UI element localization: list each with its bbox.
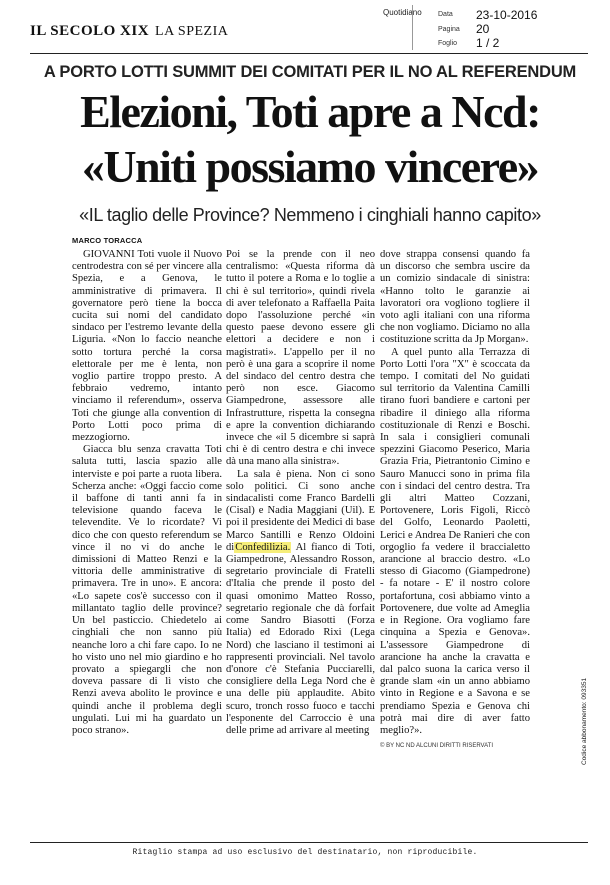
section-label: Quotidiano [383, 8, 422, 17]
masthead [30, 22, 230, 42]
paragraph [226, 469, 375, 737]
meta-box [412, 5, 589, 50]
edition-name: LA SPEZIA [155, 24, 229, 39]
paragraph: Giacca blu senza cravatta Toti saluta tutti, lascia spazio alle interviste e poi parte a ruota libera. Scherza anche: «Oggi faccio come il baffone di tanti anni fa in televisione quando faceva le televendite. Ve lo ricordate? Vi dico che con questo referendum se vince il no vi do anche le dimissioni di Matteo Renzi e la vittoria delle amministrative di primavera. Tre in uno». E ancora: «Lo sapete cos'è successo con il millantato taglio delle province? Un bel pasticcio. Chiedetelo ai cinghiali che non sanno più neanche loro a chi fare capo. Io ne ho visto uno nel mio giardino e ho provato a spiegargli che non doveva passare di lì visto che Renzi aveva abolito le province e quindi anche il problema degli ungulati. Lui mi ha guardato un poco strano». [72, 444, 222, 736]
article-column-1 [72, 249, 222, 737]
header-rule [30, 53, 588, 54]
headline-line-2: «Uniti possiamo vincere» [81, 141, 539, 192]
byline: MARCO TORACCA [72, 236, 143, 245]
article-column-3 [380, 249, 530, 752]
footer-notice: Ritaglio stampa ad uso esclusivo del destinatario, non riproducibile. [132, 848, 478, 857]
paragraph-text: Al fianco di Toti, Giampedrone, Alessandro Rosson, segretario provinciale di Fratelli d'Italia che prende il posto del quasi omonimo Matteo Rosso, segretario regionale che dà forfait come Sandro Biasotti (Forza Italia) ed Edorado Rixi (Lega Nord) che lasciano il testimoni ai rappresenti provinciali. Nel tavolo d'onore c'è Stefania Pucciarelli, consigliere della Lega Nord che è una delle più applaudite. Abito scuro, tronch rosso fuoco e tacchi l'esponente del Carroccio è una delle prime ad arrivare al meeting [226, 541, 375, 736]
paragraph: Poi se la prende con il neo centralismo: «Questa riforma dà tutto il potere a Roma e lo toglie a chi è sul territorio», quindi rivela di aver telefonato a Raffaella Paita dopo l'assoluzione perché «in questo paese devono essere gli elettori a decidere e non i magistrati». L'appello per il no però è una gara a scoprire il nome del sindaco del centro destra che però non esce. Giacomo Giampedrone, assessore alle Infrastrutture, rispetta la consegna e apre la convention dichiarando invece che «il 5 dicembre si saprà chi è di centro destra e chi invece dà una mano alla sinistra». [226, 249, 375, 468]
paragraph: GIOVANNI Toti vuole il Nuovo centrodestra con sé per vincere alla Spezia, e a Genova, le amministrative di primavera. Il governatore però tiene la bocca cucita sui nomi del candidato sindaco per l'estremo levante della Liguria. «Non lo faccio neanche sotto tortura perché la corsa elettorale per me è lenta, non voglio partire troppo presto. A febbraio vedremo, intanto vinciamo il referendum», osserva Toti che giunge alla convention di Porto Lotti poco prima di mezzogiorno. [72, 249, 222, 444]
subhead: «IL taglio delle Province? Nemmeno i cinghiali hanno capito» [79, 205, 541, 225]
headline-line-1: Elezioni, Toti apre a Ncd: [80, 86, 540, 137]
article-column-2 [226, 249, 375, 737]
sheet-value: 1 / 2 [476, 36, 500, 50]
subscription-code: Codice abbonamento: 093351 [581, 677, 588, 765]
page-value: 20 [476, 22, 490, 36]
highlighted-term: Confedilizia. [235, 541, 291, 553]
newspaper-logo: IL SECOLO XIX [30, 23, 150, 39]
sheet-label: Foglio [438, 40, 458, 47]
date-label: Data [438, 11, 453, 18]
paragraph: dove strappa consensi quando fa un discorso che sembra uscire da un comizio sindacale di sinistra: «Hanno tolto le garanzie ai lavoratori ora vogliono togliere il voto agli italiani con una riforma che non vogliamo. Diciamo no alla costituzione scritta da Jp Morgan». [380, 249, 530, 346]
date-value: 23-10-2016 [476, 8, 538, 22]
page-label: Pagina [438, 26, 460, 33]
rights-notice: © BY NC ND ALCUNI DIRITTI RISERVATI [380, 743, 493, 750]
kicker: A PORTO LOTTI SUMMIT DEI COMITATI PER IL NO AL REFERENDUM [43, 63, 577, 81]
footer-rule [30, 842, 588, 843]
paragraph: A quel punto alla Terrazza di Porto Lotti l'ora "X" è scoccata da tempo. I comitati del No guidati sul territorio da Valentina Camilli tirano fuori bandiere e cartoni per ribadire il diniego alla riforma costituzionale di Renzi e Boschi. In sala i consiglieri comunali spezzini Giacomo Peserico, Maria Grazia Fria, Pietrantonio Cimino e Sauro Manucci sono in prima fila con i sindaci del centro destra. Tra gli altri Matteo Cozzani, Portovenere, Loris Figoli, Riccò del Golfo, Leonardo Paoletti, Lerici e Andrea De Ranieri che con orgoglio fa vedere il braccialetto arancione al braccio destro. «Lo stesso di Giacomo (Giampedrone) - fa notare - E' il nostro colore portafortuna, così abbiamo vinto a Portovenere, due volte ad Ameglia e in Regione. Ora vogliamo fare cinquina a Spezia e Genova». L'assessore Giampedrone di arancione ha anche la cravatta e dal palco suona la carica verso il grande slam «in un anno abbiamo vinto in Regione e a Savona e se prendiamo Spezia e Genova chi potrà mai dire di aver fatto meglio?». [380, 346, 531, 736]
paragraph-text: La sala è piena. Non ci sono solo politici. Ci sono anche sindacalisti come Franco Bardelli (Cisal) e Nadia Maggiani (Uil). E poi il presidente dei Medici di base Marco Santilli e Renzo Oldoini di [226, 468, 375, 553]
